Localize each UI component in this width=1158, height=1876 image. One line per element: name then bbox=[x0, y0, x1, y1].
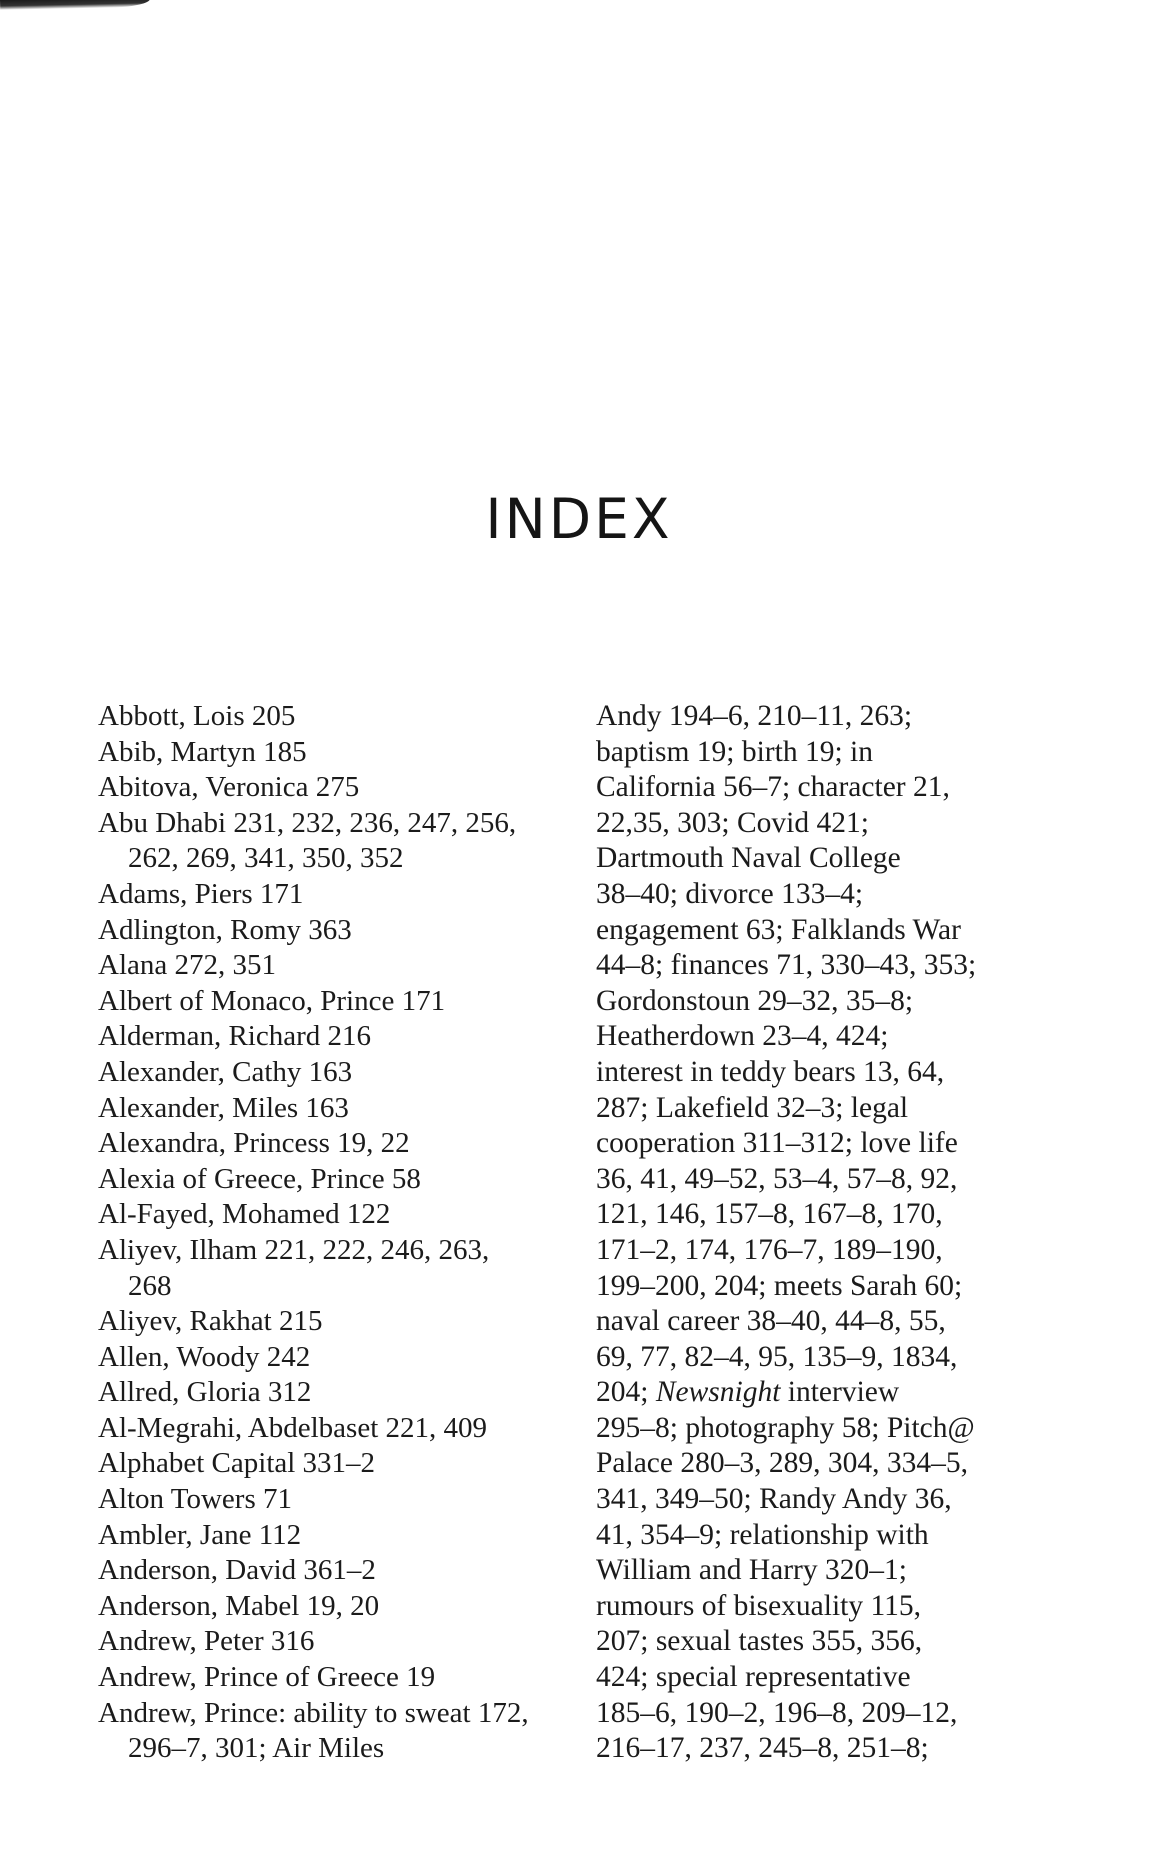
index-continuation-line: 22,35, 303; Covid 421; bbox=[596, 806, 869, 839]
index-entry: Abu Dhabi 231, 232, 236, 247, 256, 262, 269, 341, 350, 352 bbox=[98, 806, 517, 875]
index-continuation-line: 121, 146, 157–8, 167–8, 170, bbox=[596, 1198, 943, 1231]
index-continuation-line: 41, 354–9; relationship with bbox=[596, 1518, 929, 1551]
index-entry: Al-Fayed, Mohamed 122 bbox=[98, 1198, 391, 1231]
index-continuation-line: Heatherdown 23–4, 424; bbox=[596, 1020, 889, 1053]
index-continuation-line: 207; sexual tastes 355, 356, bbox=[596, 1625, 923, 1658]
index-continuation-line: Andy 194–6, 210–11, 263; bbox=[596, 700, 913, 732]
index-entry: Allen, Woody 242 bbox=[98, 1340, 311, 1373]
index-entry: Alexander, Cathy 163 bbox=[98, 1055, 353, 1088]
index-continuation-line: 171–2, 174, 176–7, 189–190, bbox=[596, 1233, 943, 1266]
index-right-column bbox=[596, 699, 1066, 1767]
index-continuation-line bbox=[596, 1375, 1066, 1411]
index-entry: Adams, Piers 171 bbox=[98, 877, 304, 910]
index-continuation-line: 199–200, 204; meets Sarah 60; bbox=[596, 1269, 963, 1302]
index-entry: Alphabet Capital 331–2 bbox=[98, 1447, 376, 1480]
page-title: INDEX bbox=[485, 487, 673, 551]
index-entry: Alana 272, 351 bbox=[98, 949, 276, 982]
index-entry: Andrew, Prince of Greece 19 bbox=[98, 1661, 436, 1694]
index-continuation-line: rumours of bisexuality 115, bbox=[596, 1589, 922, 1622]
index-entry: Alexandra, Princess 19, 22 bbox=[98, 1127, 410, 1160]
index-entry: Ambler, Jane 112 bbox=[98, 1518, 302, 1551]
index-continuation-line: 287; Lakefield 32–3; legal bbox=[596, 1091, 909, 1124]
index-continuation-line: 341, 349–50; Randy Andy 36, bbox=[596, 1483, 952, 1516]
index-continuation-line: naval career 38–40, 44–8, 55, bbox=[596, 1305, 946, 1338]
index-entry: Albert of Monaco, Prince 171 bbox=[98, 984, 446, 1017]
index-entry: Aliyev, Rakhat 215 bbox=[98, 1305, 323, 1338]
index-entry: Andrew, Prince: ability to sweat 172, 296–7, 301; Air Miles bbox=[98, 1696, 529, 1765]
index-entry: Alexander, Miles 163 bbox=[98, 1091, 349, 1124]
index-entry: Alton Towers 71 bbox=[98, 1483, 292, 1516]
index-continuation-line: William and Harry 320–1; bbox=[596, 1554, 907, 1587]
index-entry: Alexia of Greece, Prince 58 bbox=[98, 1162, 421, 1195]
index-continuation-line: 185–6, 190–2, 196–8, 209–12, bbox=[596, 1696, 958, 1729]
index-continuation-line: California 56–7; character 21, bbox=[596, 771, 950, 804]
index-continuation-line: 38–40; divorce 133–4; bbox=[596, 877, 864, 910]
index-entry: Aliyev, Ilham 221, 222, 246, 263, 268 bbox=[98, 1233, 490, 1302]
page-corner-shadow bbox=[0, 0, 150, 10]
index-continuation-line: 424; special representative bbox=[596, 1661, 911, 1694]
index-continuation-line: Gordonstoun 29–32, 35–8; bbox=[596, 984, 914, 1017]
index-entry: Anderson, Mabel 19, 20 bbox=[98, 1589, 380, 1622]
index-continuation-line: 44–8; finances 71, 330–43, 353; bbox=[596, 949, 977, 982]
index-continuation-line: 36, 41, 49–52, 53–4, 57–8, 92, bbox=[596, 1162, 958, 1195]
index-entry: Adlington, Romy 363 bbox=[98, 913, 352, 946]
newsnight-title: Newsnight bbox=[655, 1376, 781, 1409]
index-line-text: interview bbox=[780, 1376, 900, 1409]
index-entry: Abitova, Veronica 275 bbox=[98, 771, 360, 804]
index-continuation-line: 216–17, 237, 245–8, 251–8; bbox=[596, 1732, 929, 1765]
index-line-text: 204; bbox=[596, 1376, 656, 1409]
index-continuation-line: 295–8; photography 58; Pitch@ bbox=[596, 1411, 975, 1444]
index-continuation-line: baptism 19; birth 19; in bbox=[596, 735, 873, 768]
index-continuation-line: Dartmouth Naval College bbox=[596, 842, 901, 875]
index-entry: Alderman, Richard 216 bbox=[98, 1020, 372, 1053]
index-continuation-line: cooperation 311–312; love life bbox=[596, 1127, 958, 1160]
index-continuation-line: Palace 280–3, 289, 304, 334–5, bbox=[596, 1447, 968, 1480]
index-entry: Anderson, David 361–2 bbox=[98, 1554, 376, 1587]
index-left-column bbox=[98, 699, 538, 1767]
index-entry: Allred, Gloria 312 bbox=[98, 1376, 312, 1409]
index-continuation-line: 69, 77, 82–4, 95, 135–9, 1834, bbox=[596, 1340, 958, 1373]
index-entry: Abbott, Lois 205 bbox=[98, 700, 296, 732]
index-continuation-line: engagement 63; Falklands War bbox=[596, 913, 961, 946]
index-entry: Abib, Martyn 185 bbox=[98, 735, 307, 768]
index-entry: Andrew, Peter 316 bbox=[98, 1625, 315, 1658]
index-entry: Al-Megrahi, Abdelbaset 221, 409 bbox=[98, 1411, 488, 1444]
index-continuation-line: interest in teddy bears 13, 64, bbox=[596, 1055, 945, 1088]
